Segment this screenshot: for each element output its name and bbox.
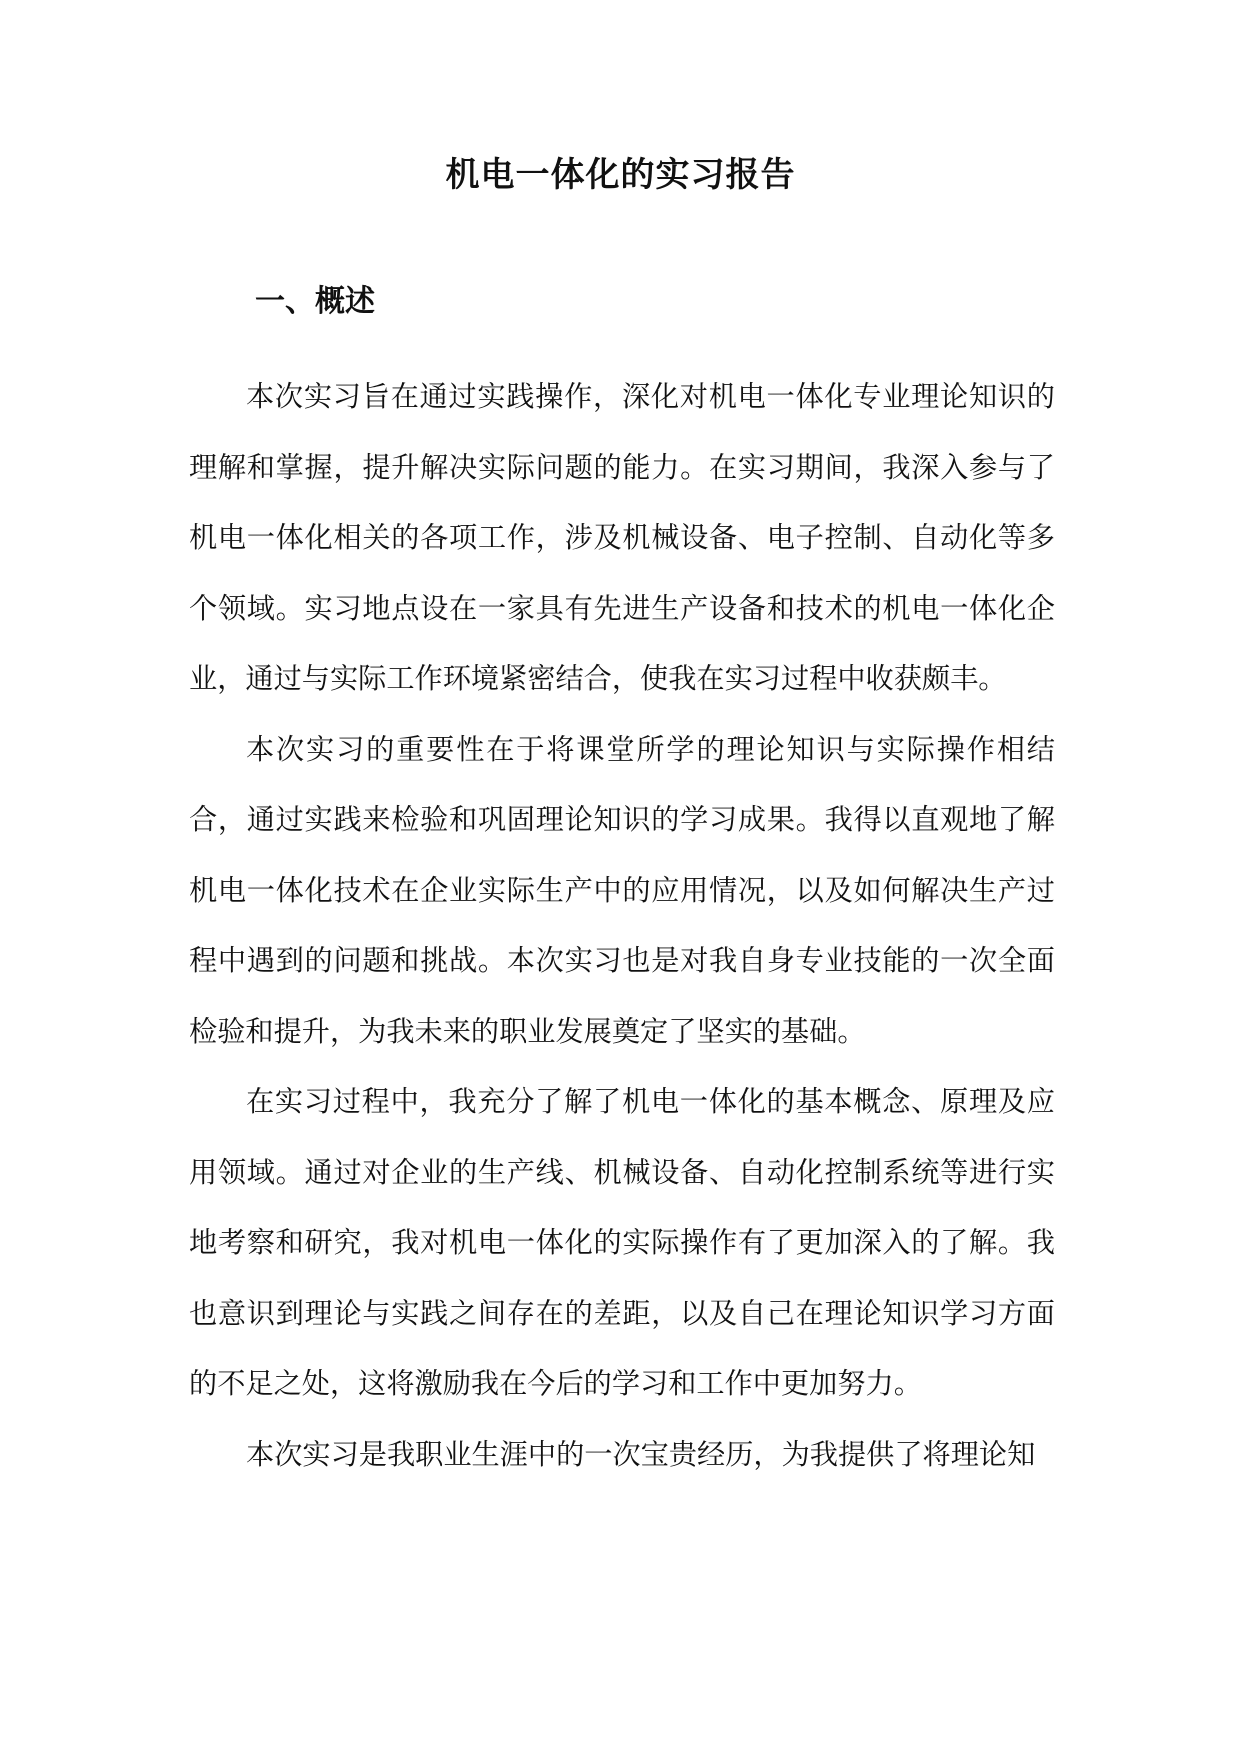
paragraph: 本次实习旨在通过实践操作，深化对机电一体化专业理论知识的理解和掌握，提升解决实际问题的能力。在实习期间，我深入参与了机电一体化相关的各项工作，涉及机械设备、电子控制、自动化等多个领域。实习地点设在一家具有先进生产设备和技术的机电一体化企业，通过与实际工作环境紧密结合，使我在实习过程中收获颇丰。 xyxy=(189,380,1055,695)
document-title: 机电一体化的实习报告 xyxy=(445,155,796,195)
paragraph: 在实习过程中，我充分了解了机电一体化的基本概念、原理及应用领域。通过对企业的生产线、机械设备、自动化控制系统等进行实地考察和研究，我对机电一体化的实际操作有了更加深入的了解。我也意识到理论与实践之间存在的差距，以及自己在理论知识学习方面的不足之处，这将激励我在今后的学习和工作中更加努力。 xyxy=(189,1085,1055,1400)
paragraph: 本次实习的重要性在于将课堂所学的理论知识与实际操作相结合，通过实践来检验和巩固理论知识的学习成果。我得以直观地了解机电一体化技术在企业实际生产中的应用情况，以及如何解决生产过程中遇到的问题和挑战。本次实习也是对我自身专业技能的一次全面检验和提升，为我未来的职业发展奠定了坚实的基础。 xyxy=(189,732,1055,1048)
paragraph: 本次实习是我职业生涯中的一次宝贵经历，为我提供了将理论知 xyxy=(246,1437,1036,1471)
section-heading: 一、概述 xyxy=(255,284,375,319)
body-text xyxy=(189,362,1055,1490)
